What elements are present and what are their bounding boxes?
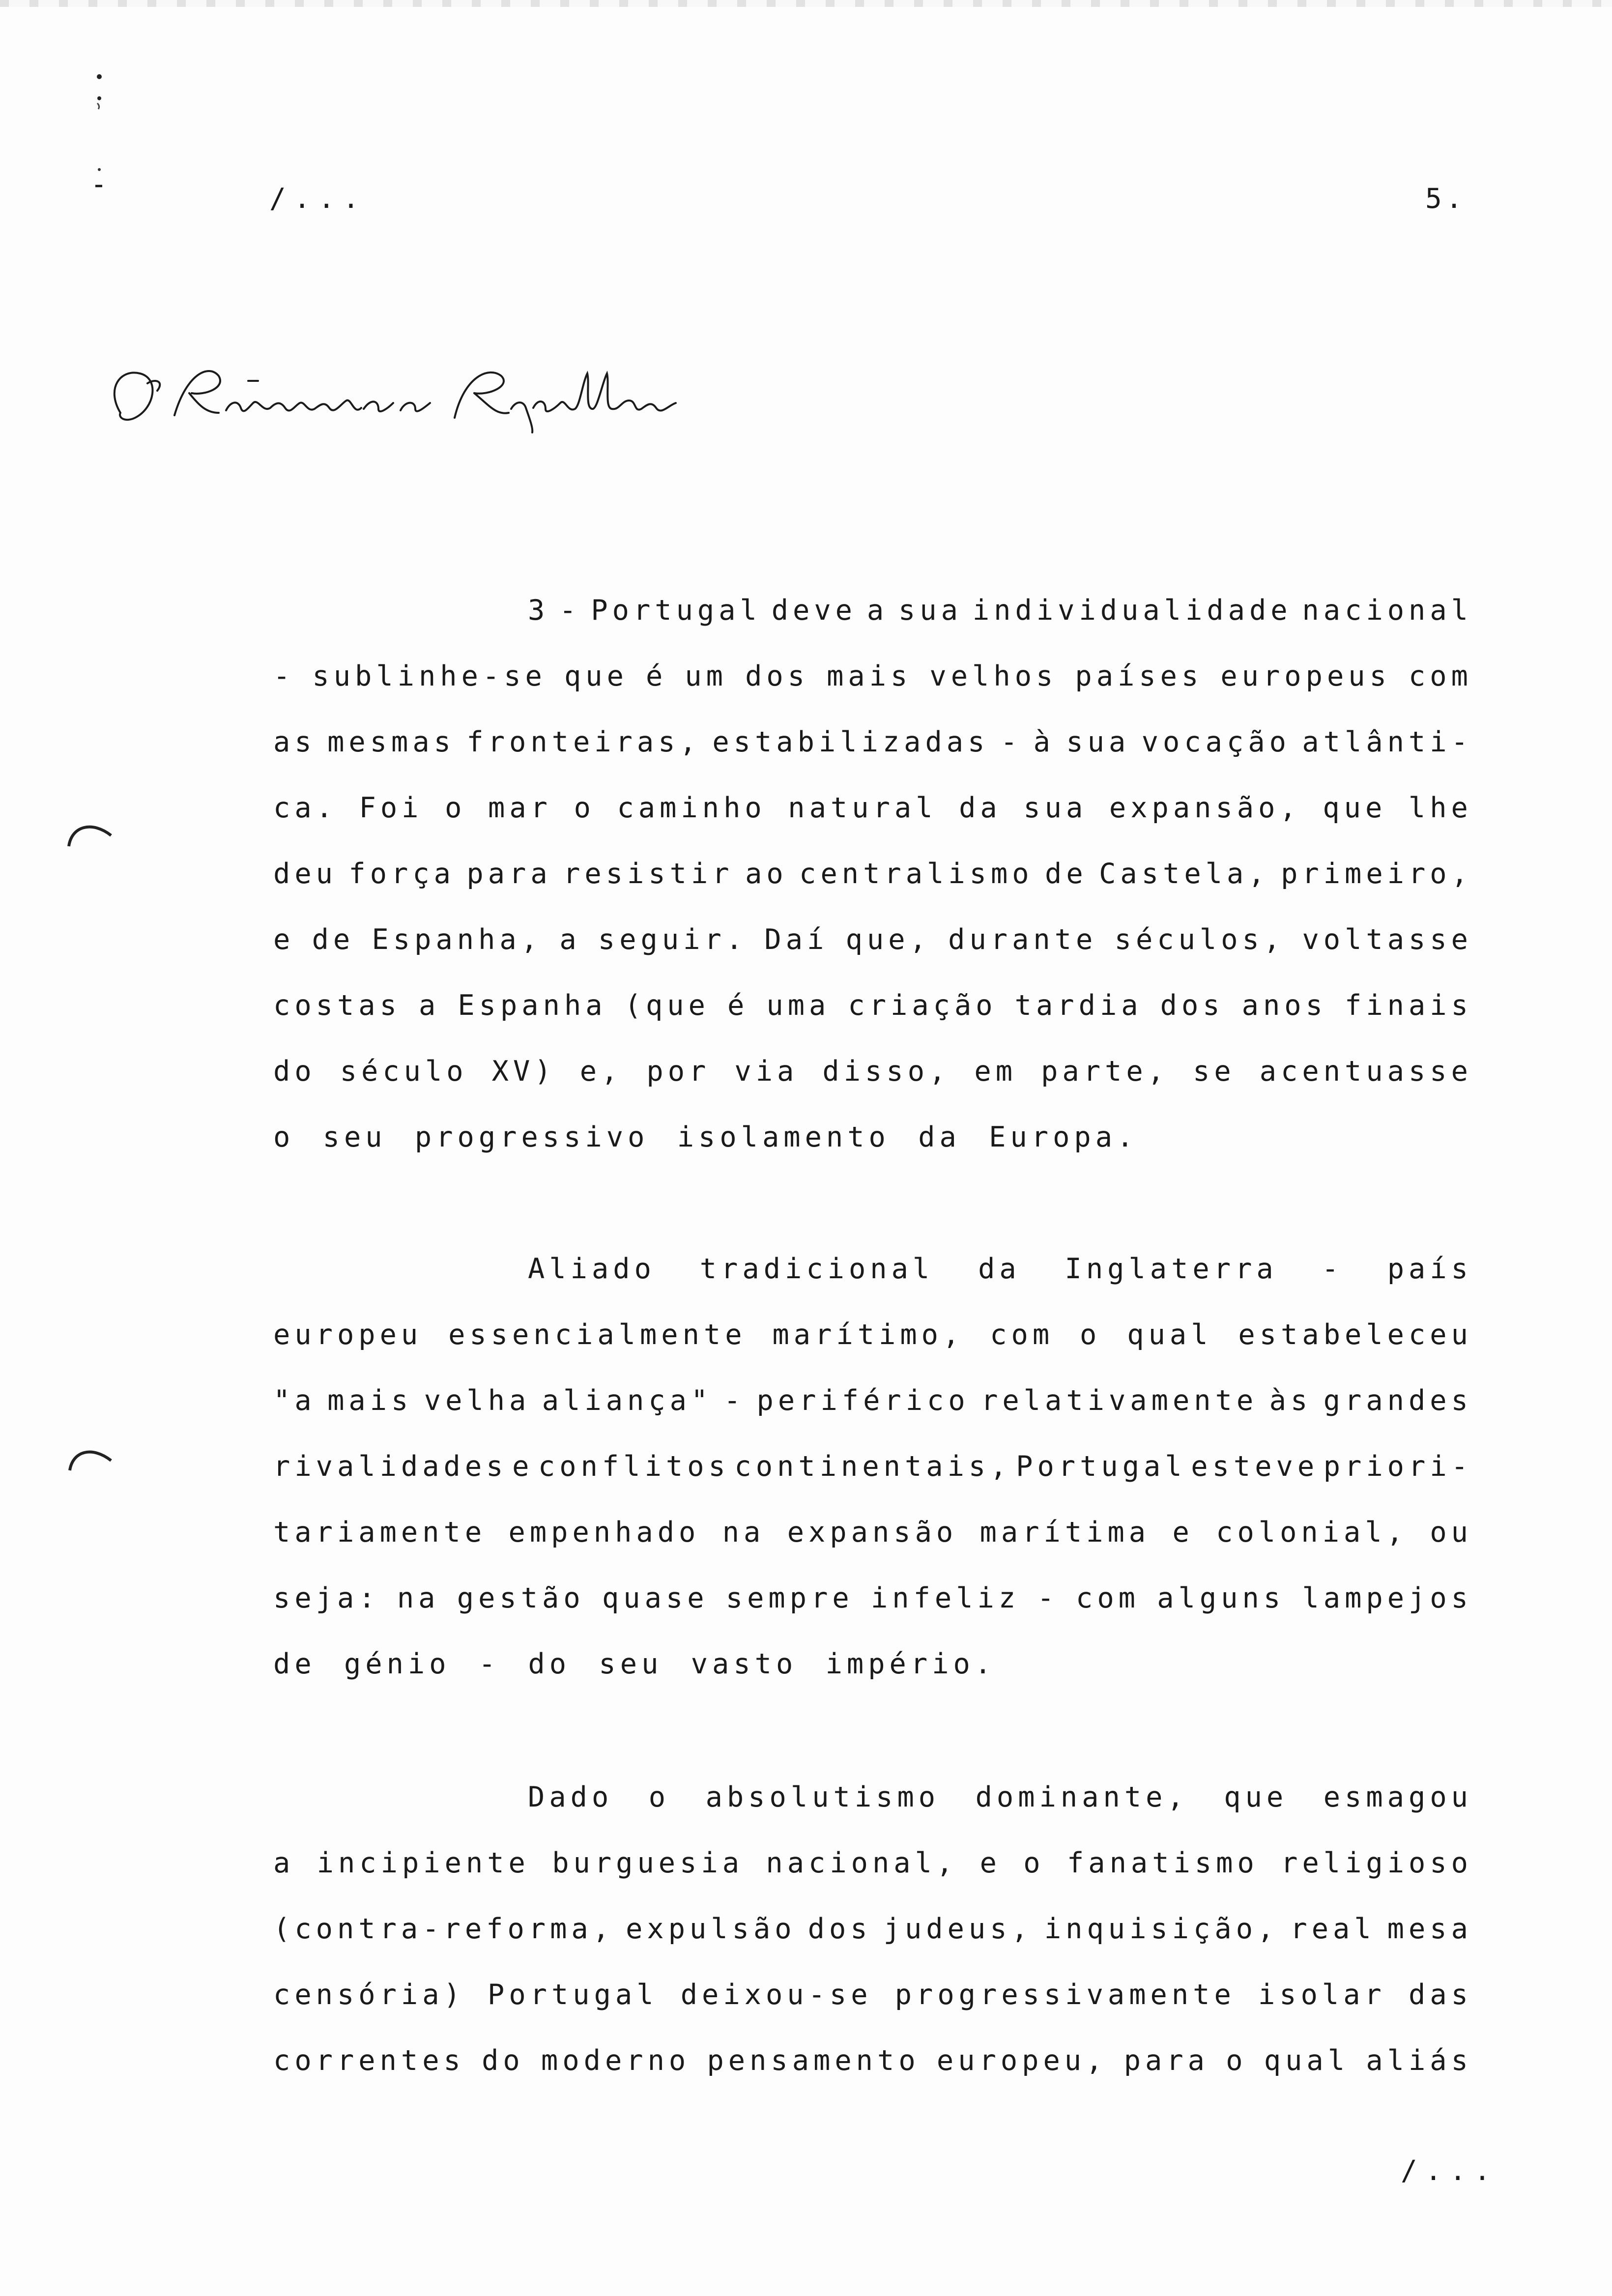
word: sempre bbox=[725, 1582, 854, 1614]
word: marítimo, bbox=[772, 1319, 964, 1351]
word: Espanha bbox=[458, 989, 607, 1022]
word: Portugal bbox=[591, 594, 761, 627]
word: costas bbox=[273, 989, 401, 1022]
word: qual bbox=[1127, 1319, 1212, 1351]
text-line bbox=[273, 577, 1472, 643]
word: deve bbox=[771, 594, 857, 627]
word: que bbox=[1323, 792, 1387, 824]
word: esmagou bbox=[1323, 1781, 1472, 1813]
word: finais bbox=[1345, 989, 1472, 1022]
margin-marks bbox=[88, 69, 128, 216]
word: para bbox=[466, 858, 552, 890]
word: a bbox=[559, 923, 581, 956]
word: deixou-se bbox=[680, 1979, 872, 2011]
word: de bbox=[312, 923, 355, 956]
word: voltasse bbox=[1302, 923, 1472, 956]
word: as bbox=[273, 726, 316, 758]
text-line bbox=[273, 1565, 1472, 1631]
word: expulsão bbox=[626, 1913, 796, 1945]
word: em bbox=[974, 1055, 1017, 1088]
word: - bbox=[559, 594, 581, 627]
word: da bbox=[978, 1253, 1021, 1285]
word: grandes bbox=[1323, 1384, 1472, 1417]
word: estabilizadas bbox=[712, 726, 989, 758]
word: com bbox=[1076, 1582, 1140, 1614]
word: fanatismo bbox=[1066, 1847, 1259, 1879]
word: - bbox=[1037, 1582, 1059, 1614]
word: - bbox=[273, 660, 295, 692]
word: à bbox=[1033, 726, 1055, 758]
word: infeliz bbox=[870, 1582, 1020, 1614]
word: mesmas bbox=[327, 726, 455, 758]
word: anos bbox=[1241, 989, 1327, 1022]
word: progressivamente bbox=[894, 1979, 1236, 2011]
word: sua bbox=[1023, 792, 1088, 824]
word: o bbox=[1080, 1319, 1101, 1351]
word: expansão bbox=[787, 1516, 958, 1549]
word: velha bbox=[424, 1384, 531, 1417]
word: parte, bbox=[1041, 1055, 1169, 1088]
word: individualidade bbox=[972, 594, 1292, 627]
word: colonial, bbox=[1216, 1516, 1408, 1549]
word: empenhado bbox=[508, 1516, 700, 1549]
word: o bbox=[1226, 2044, 1247, 2077]
punch-hole-mark bbox=[64, 1440, 118, 1474]
word: se bbox=[1193, 1055, 1236, 1088]
word: atlânti- bbox=[1302, 726, 1472, 758]
word: países bbox=[1075, 660, 1203, 692]
word: pensamento bbox=[707, 2044, 920, 2077]
word: de bbox=[1045, 858, 1088, 890]
word: burguesia bbox=[552, 1847, 744, 1879]
word: ca. bbox=[273, 792, 337, 824]
text-line bbox=[273, 709, 1472, 775]
word: ou bbox=[1430, 1516, 1472, 1549]
word: - bbox=[1000, 726, 1022, 758]
word: o bbox=[445, 792, 466, 824]
word: país bbox=[1387, 1253, 1472, 1285]
word: com bbox=[1408, 660, 1472, 692]
word: velhos bbox=[929, 660, 1058, 692]
word: deu bbox=[273, 858, 337, 890]
word: ao bbox=[745, 858, 788, 890]
word: na bbox=[397, 1582, 440, 1614]
word: mar bbox=[488, 792, 552, 824]
word: que bbox=[564, 660, 628, 692]
word: conflitos bbox=[538, 1450, 730, 1483]
text-line bbox=[273, 775, 1472, 841]
word: força bbox=[348, 858, 455, 890]
word: real bbox=[1290, 1913, 1376, 1945]
word: religioso bbox=[1281, 1847, 1472, 1879]
word: um bbox=[685, 660, 727, 692]
word: essencialmente bbox=[448, 1319, 747, 1351]
word: qual bbox=[1264, 2044, 1350, 2077]
text-line bbox=[273, 1302, 1472, 1368]
word: moderno bbox=[541, 2044, 691, 2077]
word: via bbox=[734, 1055, 799, 1088]
word: uma bbox=[766, 989, 831, 1022]
word: às bbox=[1269, 1384, 1312, 1417]
word: dos bbox=[1160, 989, 1224, 1022]
text-line bbox=[273, 1368, 1472, 1434]
word: século bbox=[340, 1055, 468, 1088]
paragraph bbox=[273, 1764, 1472, 2094]
continuation-mark-bottom: /... bbox=[1401, 2155, 1498, 2187]
word: esteve bbox=[1191, 1450, 1319, 1483]
text-line bbox=[273, 1038, 1472, 1104]
word: nacional bbox=[1302, 594, 1472, 627]
word: Inglaterra bbox=[1065, 1253, 1278, 1285]
text-line bbox=[273, 1830, 1472, 1896]
word: Castela, bbox=[1099, 858, 1269, 890]
scan-edge-artifact bbox=[0, 0, 1612, 7]
word: "a bbox=[273, 1384, 316, 1417]
word: Daí bbox=[764, 923, 829, 956]
word: na bbox=[722, 1516, 765, 1549]
word: judeus, bbox=[883, 1913, 1033, 1945]
word: a bbox=[273, 1847, 295, 1879]
word: Foi bbox=[359, 792, 423, 824]
text-line bbox=[273, 973, 1472, 1038]
word: continentais, bbox=[734, 1450, 1011, 1483]
word: nacional, bbox=[766, 1847, 958, 1879]
word: Dado bbox=[528, 1781, 613, 1813]
word: tradicional bbox=[699, 1253, 934, 1285]
paragraph bbox=[273, 577, 1472, 1170]
word: com bbox=[990, 1319, 1054, 1351]
word: 3 bbox=[528, 594, 549, 627]
word: incipiente bbox=[317, 1847, 530, 1879]
word: XV) bbox=[491, 1055, 556, 1088]
word: fronteiras, bbox=[466, 726, 701, 758]
word: a bbox=[866, 594, 889, 627]
word: tardia bbox=[1014, 989, 1143, 1022]
page-number: 5. bbox=[1425, 183, 1467, 215]
word: e bbox=[979, 1847, 1001, 1879]
word: é bbox=[645, 660, 667, 692]
word: é bbox=[727, 989, 749, 1022]
word: tariamente bbox=[273, 1516, 487, 1549]
word: séculos, bbox=[1114, 923, 1285, 956]
word: Espanha, bbox=[372, 923, 543, 956]
word: e bbox=[1172, 1516, 1194, 1549]
word: sublinhe-se bbox=[312, 660, 547, 692]
word: mais bbox=[327, 1384, 413, 1417]
word: o bbox=[574, 792, 595, 824]
word: expansão, bbox=[1109, 792, 1301, 824]
word: primeiro, bbox=[1281, 858, 1472, 890]
word: a bbox=[418, 989, 440, 1022]
word: marítima bbox=[979, 1516, 1151, 1549]
word: para bbox=[1123, 2044, 1209, 2077]
punch-hole-mark bbox=[63, 816, 117, 850]
text-line bbox=[273, 1434, 1472, 1499]
word: aliança" bbox=[542, 1384, 713, 1417]
word: durante bbox=[948, 923, 1097, 956]
word: seja: bbox=[273, 1582, 380, 1614]
word: europeus bbox=[1220, 660, 1391, 692]
word: rivalidades bbox=[273, 1450, 508, 1483]
word: mais bbox=[827, 660, 912, 692]
word: e bbox=[273, 923, 295, 956]
word: do bbox=[482, 2044, 524, 2077]
word: o bbox=[648, 1781, 670, 1813]
text-line bbox=[273, 2028, 1472, 2094]
word: inquisição, bbox=[1044, 1913, 1279, 1945]
text-line bbox=[273, 1764, 1472, 1830]
word: que bbox=[1224, 1781, 1288, 1813]
text-line bbox=[273, 643, 1472, 709]
text-line bbox=[273, 907, 1472, 973]
word: o bbox=[1023, 1847, 1045, 1879]
word: Portugal bbox=[1016, 1450, 1186, 1483]
word: absolutismo bbox=[705, 1781, 940, 1813]
word: Portugal bbox=[488, 1979, 658, 2011]
word: relativamente bbox=[981, 1384, 1258, 1417]
word: Aliado bbox=[528, 1253, 656, 1285]
word: e bbox=[512, 1450, 534, 1483]
word: sua bbox=[1066, 726, 1130, 758]
word: e, bbox=[579, 1055, 623, 1088]
word: da bbox=[959, 792, 1002, 824]
word: caminho bbox=[617, 792, 766, 824]
word: dominante, bbox=[975, 1781, 1188, 1813]
word: gestão bbox=[457, 1582, 585, 1614]
word: periférico bbox=[756, 1384, 970, 1417]
word: vocação bbox=[1141, 726, 1291, 758]
word: (contra-reforma, bbox=[273, 1913, 614, 1945]
word: disso, bbox=[822, 1055, 950, 1088]
text-line bbox=[273, 1962, 1472, 2028]
word: priori- bbox=[1323, 1450, 1472, 1483]
text-line bbox=[273, 1896, 1472, 1962]
continuation-mark-top: /... bbox=[269, 183, 367, 215]
word: censória) bbox=[273, 1979, 465, 2011]
word: acentuasse bbox=[1259, 1055, 1472, 1088]
word: mesa bbox=[1387, 1913, 1472, 1945]
text-line bbox=[273, 1236, 1472, 1302]
word: aliás bbox=[1366, 2044, 1472, 2077]
word: criação bbox=[848, 989, 997, 1022]
word: europeu, bbox=[936, 2044, 1107, 2077]
word: sua bbox=[898, 594, 962, 627]
word: dos bbox=[745, 660, 809, 692]
word: resistir bbox=[563, 858, 734, 890]
text-line: de génio - do seu vasto império. bbox=[273, 1648, 996, 1680]
word: dos bbox=[807, 1913, 872, 1945]
word: das bbox=[1409, 1979, 1472, 2011]
word: lampejos bbox=[1302, 1582, 1472, 1614]
word: correntes bbox=[273, 2044, 465, 2077]
word: europeu bbox=[273, 1319, 423, 1351]
word: por bbox=[646, 1055, 711, 1088]
letterhead-script bbox=[101, 354, 691, 437]
text-line: o seu progressivo isolamento da Europa. bbox=[273, 1121, 1138, 1153]
word: estabeleceu bbox=[1238, 1319, 1472, 1351]
word: do bbox=[273, 1055, 316, 1088]
word: - bbox=[723, 1384, 746, 1417]
word: seguir. bbox=[598, 923, 748, 956]
word: natural bbox=[788, 792, 937, 824]
word: lhe bbox=[1408, 792, 1472, 824]
word: centralismo bbox=[799, 858, 1034, 890]
word: alguns bbox=[1157, 1582, 1285, 1614]
text-line bbox=[273, 1499, 1472, 1565]
word: - bbox=[1322, 1253, 1343, 1285]
word: que, bbox=[845, 923, 931, 956]
paragraph bbox=[273, 1236, 1472, 1697]
text-line bbox=[273, 841, 1472, 907]
word: quase bbox=[602, 1582, 709, 1614]
word: isolar bbox=[1258, 1979, 1386, 2011]
word: (que bbox=[624, 989, 710, 1022]
